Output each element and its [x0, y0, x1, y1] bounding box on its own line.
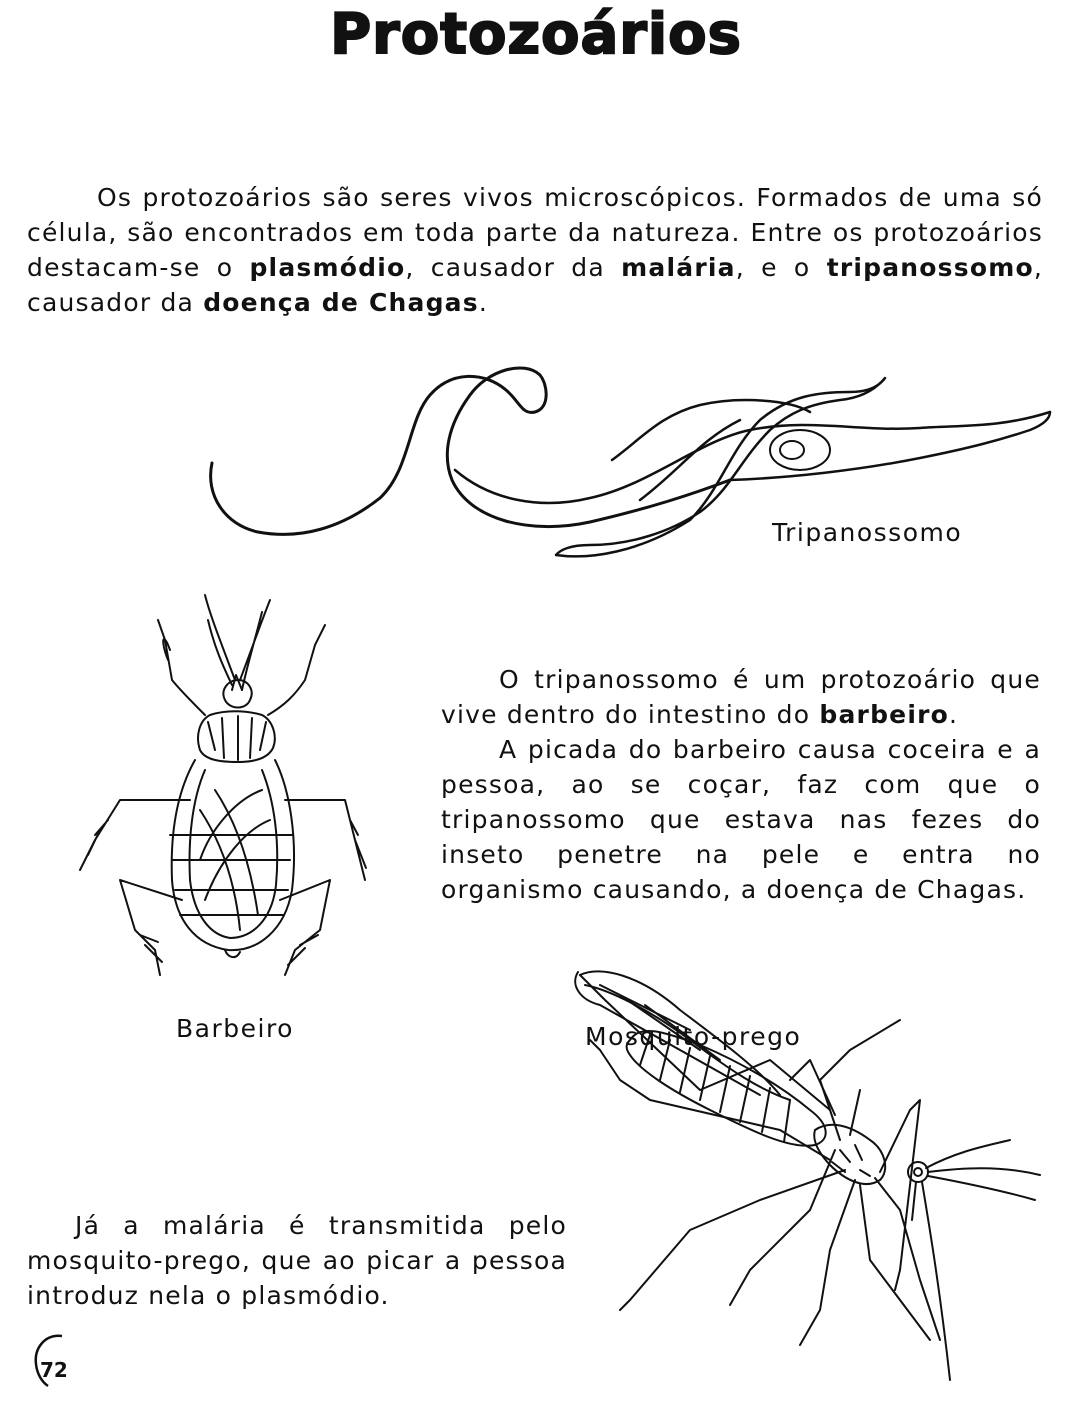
caption-mosquito-prego: Mosquito-prego: [585, 1022, 802, 1051]
page-title: Protozoários: [330, 2, 742, 67]
intro-term-chagas: doença de Chagas: [203, 288, 479, 317]
barbeiro-illustration: [80, 595, 366, 975]
malaria-text: Já a malária é transmitida pelo mosquito-prego, que ao picar a pessoa introduz nela o plasmódio.: [27, 1211, 567, 1310]
intro-text-5: .: [478, 288, 488, 317]
page-number: 72: [40, 1358, 68, 1382]
barbeiro-text-3: A picada do barbeiro causa coceira e a pessoa, ao se coçar, faz com que o tripanossomo que estava nas fezes do inseto penetre na pele e entra no organismo causando, a doença de Chagas.: [441, 735, 1041, 904]
tripanossomo-illustration: [211, 368, 1050, 556]
intro-text-4: , causador da: [27, 253, 1043, 317]
intro-text-3: , e o: [735, 253, 827, 282]
caption-tripanossomo: Tripanossomo: [772, 518, 963, 547]
intro-text-1: Os protozoários são seres vivos microscópicos. Formados de uma só célula, são encontrados em toda parte da natureza. Entre os protozoários destacam-se o: [27, 183, 1043, 282]
barbeiro-text-2: .: [949, 700, 959, 729]
mosquito-prego-illustration: [575, 971, 1040, 1380]
barbeiro-term: barbeiro: [819, 700, 950, 729]
page-number-badge: [30, 1328, 80, 1388]
intro-term-malaria: malária: [621, 253, 736, 282]
intro-term-plasmodio: plasmódio: [249, 253, 406, 282]
intro-term-tripanossomo: tripanossomo: [826, 253, 1034, 282]
barbeiro-text-1: O tripanossomo é um protozoário que vive dentro do intestino do: [441, 665, 1041, 729]
caption-barbeiro: Barbeiro: [176, 1014, 294, 1043]
intro-text-2: , causador da: [405, 253, 622, 282]
